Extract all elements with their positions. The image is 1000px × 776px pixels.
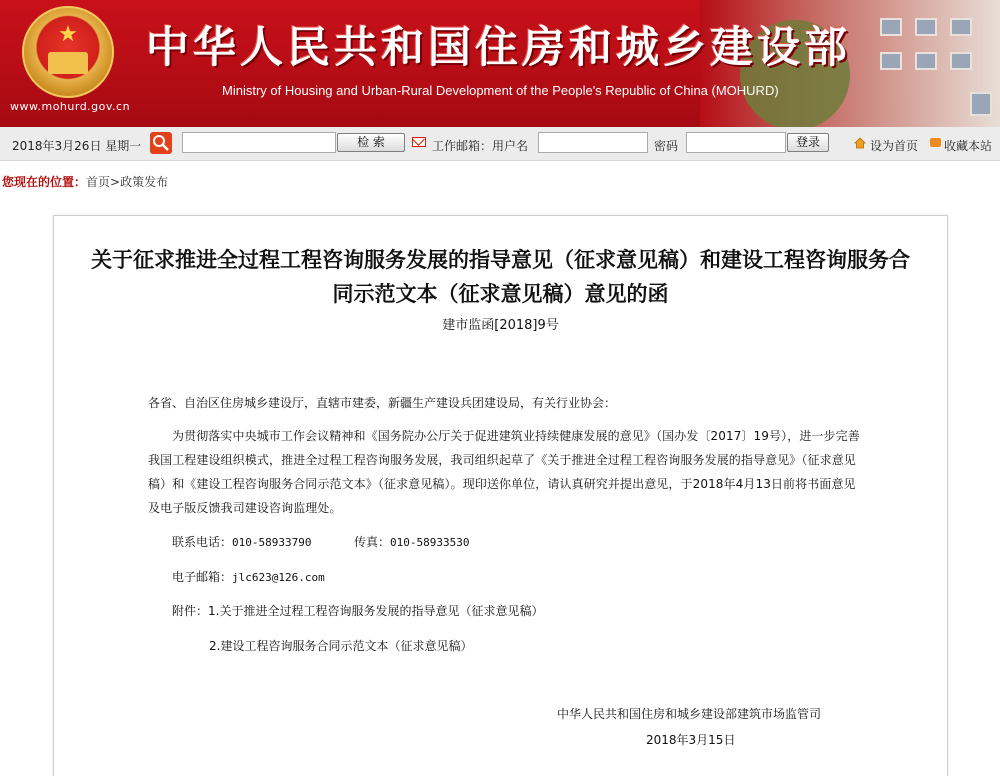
email-value: jlc623@126.com — [232, 571, 325, 584]
national-emblem-logo: ★ — [22, 6, 114, 98]
top-toolbar — [0, 127, 1000, 161]
search-button[interactable]: 检 索 — [337, 133, 405, 152]
search-icon[interactable] — [150, 132, 172, 154]
mail-username-label: 工作邮箱：用户名 — [432, 139, 529, 153]
breadcrumb-path[interactable]: 首页>政策发布 — [86, 175, 169, 189]
issuing-department: 中华人民共和国住房和城乡建设部建筑市场监管司 — [557, 707, 822, 721]
search-input[interactable] — [182, 132, 336, 153]
contact-fax — [354, 533, 470, 550]
bookmark-icon[interactable] — [930, 138, 941, 147]
article-title: 关于征求推进全过程工程咨询服务发展的指导意见（征求意见稿）和建设工程咨询服务合同示范文本（征求意见稿）意见的函 — [91, 248, 910, 306]
home-icon[interactable] — [854, 137, 866, 149]
site-url: www.mohurd.gov.cn — [10, 100, 131, 113]
phone-label: 联系电话： — [172, 535, 233, 549]
phone-value: 010-58933790 — [232, 536, 312, 549]
breadcrumb-label: 您现在的位置： — [2, 175, 87, 189]
site-banner — [0, 0, 1000, 127]
email-label: 电子邮箱： — [172, 570, 233, 584]
attachment-1: 附件：1.关于推进全过程工程咨询服务发展的指导意见（征求意见稿） — [172, 604, 544, 618]
mail-icon — [412, 137, 426, 147]
article-body-paragraph: 为贯彻落实中央城市工作会议精神和《国务院办公厅关于促进建筑业持续健康发展的意见》（国办发〔2017〕19号），进一步完善我国工程建设组织模式，推进全过程工程咨询服务发展，我司组织起草了《关于推进全过程工程咨询服务发展的指导意见》（征求意见稿）和《建设工程咨询服务合同示范文本》（征求意见稿）。现印送你单位，请认真研究并提出意见，于2018年4月13日前将书面意见及电子版反馈我司建设咨询监理处。 — [148, 429, 860, 515]
article-container — [53, 215, 948, 776]
current-date: 2018年3月26日 星期一 — [12, 139, 142, 153]
issue-date: 2018年3月15日 — [646, 733, 736, 747]
password-input[interactable] — [686, 132, 786, 153]
password-label: 密码 — [654, 139, 679, 153]
set-homepage-link[interactable]: 设为首页 — [870, 139, 919, 153]
username-input[interactable] — [538, 132, 648, 153]
contact-email — [172, 568, 325, 585]
fax-value: 010-58933530 — [390, 536, 470, 549]
document-number: 建市监函[2018]9号 — [442, 318, 559, 333]
attachment-2: 2.建设工程咨询服务合同示范文本（征求意见稿） — [209, 639, 473, 653]
breadcrumb — [2, 173, 168, 190]
fax-label: 传真： — [354, 535, 391, 549]
bookmark-link[interactable]: 收藏本站 — [944, 139, 993, 153]
ministry-title-en: Ministry of Housing and Urban-Rural Development of the People's Republic of China (MOHURD) — [222, 83, 779, 98]
contact-phone — [172, 533, 312, 550]
login-button[interactable]: 登录 — [787, 133, 829, 152]
ministry-title-cn: 中华人民共和国住房和城乡建设部 — [146, 23, 851, 73]
article-salutation: 各省、自治区住房城乡建设厅，直辖市建委，新疆生产建设兵团建设局，有关行业协会： — [148, 396, 617, 410]
